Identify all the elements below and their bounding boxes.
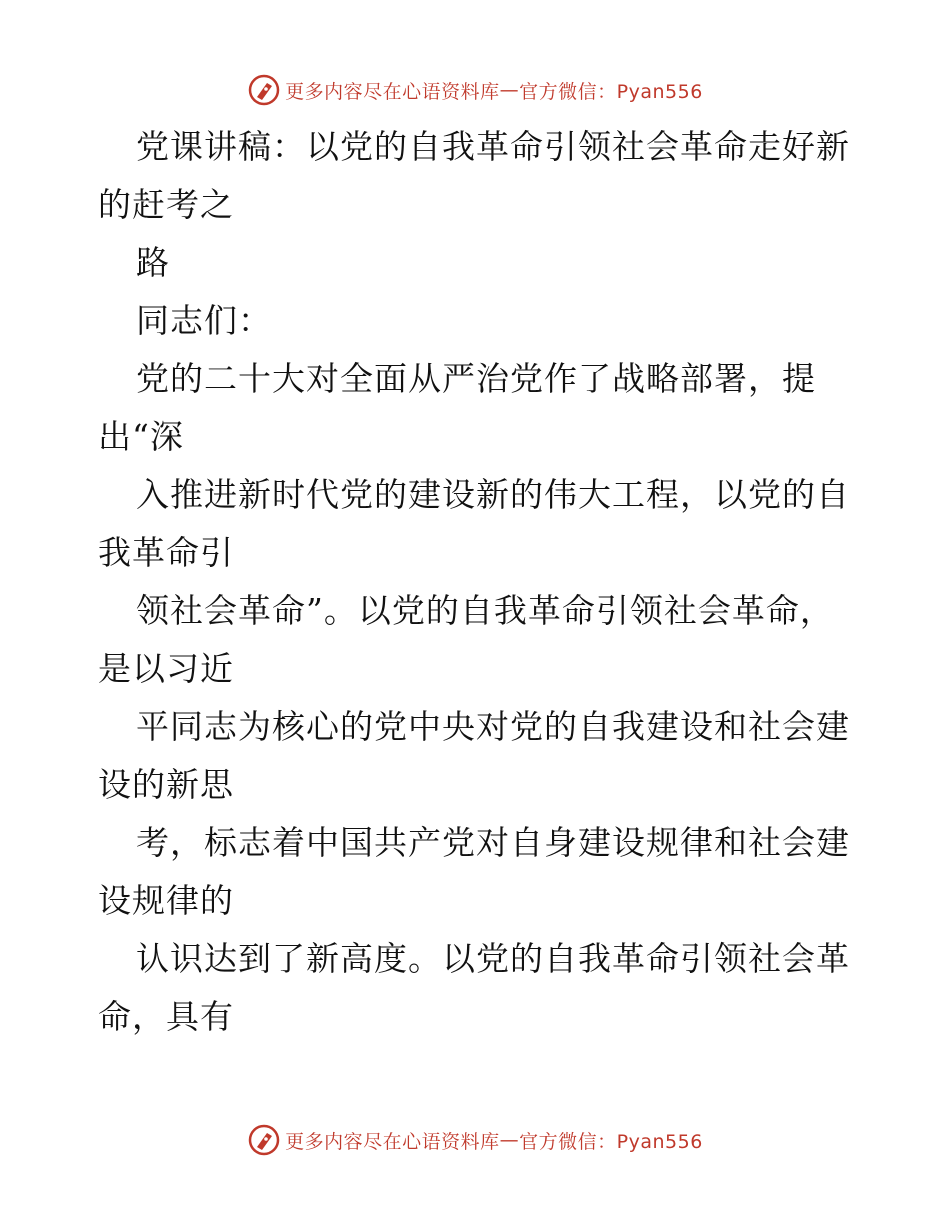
- text-line: 路: [136, 243, 170, 282]
- text-line: 的赶考之: [98, 185, 234, 224]
- watermark-brand: 更多内容尽在心语资料库: [285, 80, 500, 103]
- watermark-contact: 官方微信：Pyan556: [519, 80, 703, 103]
- pen-nib-icon: [247, 1123, 281, 1157]
- watermark-separator: —: [499, 1129, 520, 1151]
- text-line: 平同志为核心的党中央对党的自我建设和社会建: [136, 707, 850, 746]
- text-line: 我革命引: [98, 533, 234, 572]
- text-line: 设的新思: [98, 765, 234, 804]
- text-line: 领社会革命”。以党的自我革命引领社会革命，: [136, 591, 834, 630]
- watermark-separator: —: [499, 79, 520, 101]
- text-line: 认识达到了新高度。以党的自我革命引领社会革: [136, 939, 850, 978]
- header-watermark: [0, 70, 950, 110]
- text-line: 党课讲稿：以党的自我革命引领社会革命走好新: [136, 127, 850, 166]
- watermark-contact: 官方微信：Pyan556: [519, 1130, 703, 1153]
- footer-watermark: [0, 1120, 950, 1160]
- text-line: 是以习近: [98, 649, 234, 688]
- document-body: [98, 118, 878, 1046]
- text-line: 设规律的: [98, 881, 234, 920]
- text-line: 同志们：: [136, 301, 272, 340]
- text-line: 入推进新时代党的建设新的伟大工程，以党的自: [136, 475, 850, 514]
- text-line: 出“深: [98, 417, 184, 456]
- text-line: 命，具有: [98, 997, 234, 1036]
- text-line: 考，标志着中国共产党对自身建设规律和社会建: [136, 823, 850, 862]
- watermark-brand: 更多内容尽在心语资料库: [285, 1130, 500, 1153]
- pen-nib-icon: [247, 73, 281, 107]
- text-line: 党的二十大对全面从严治党作了战略部署，提: [136, 359, 816, 398]
